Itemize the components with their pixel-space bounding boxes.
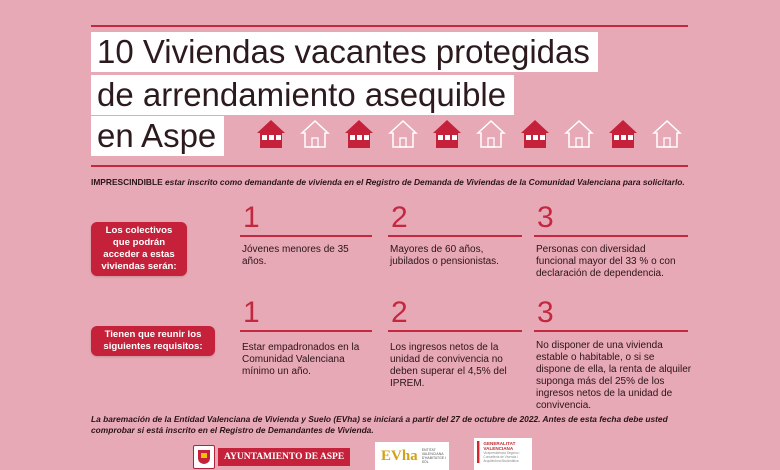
notice-emphasis: IMPRESCINDIBLE [91,177,163,187]
requirement-3-divider [534,330,688,332]
generalitat-valenciana-logo [474,438,532,470]
collective-3-number: 3 [537,201,554,234]
requirement-1-text: Estar empadronados en la Comunidad Valenciana mínimo un año. [242,342,360,377]
gva-logo-name: GENERALITAT VALENCIANA [483,441,516,451]
house-outline-icon [388,118,418,150]
requirement-3-number: 3 [537,296,554,329]
collective-3-text: Personas con diversidad funcional mayor del 33 % o con declaración de dependencia. [536,244,676,279]
house-filled-icon [344,118,374,150]
requirement-2-divider [388,330,522,332]
title-line-1: 10 Viviendas vacantes protegidas [91,32,598,72]
collectives-label: Los colectivos que podrán acceder a estas viviendas serán: [91,222,187,276]
collective-3-divider [534,235,688,237]
requirement-1-number: 1 [243,296,260,329]
requirement-3-text: No disponer de una vivienda estable o habitable, o si se dispone de ella, la renta de alquiler suponga más del 25% de los ingresos netos de la unidad de convivencia. [536,340,692,411]
requirements-label: Tienen que reunir los siguientes requisitos: [91,326,215,356]
requirement-1-divider [240,330,372,332]
aspe-shield-icon [193,445,215,469]
top-divider [91,25,688,27]
collective-2-number: 2 [391,201,408,234]
notice-text: estar inscrito como demandante de vivienda en el Registro de Demanda de Viviendas de la Comunidad Valenciana para solicitarlo. [162,177,685,187]
footnote: La baremación de la Entidad Valenciana de Vivienda y Suelo (EVha) se iniciará a partir del 27 de octubre de 2022. Antes de esta fecha debe usted comprobar si está inscrito en el Registro de Demandantes de Vivienda. [91,414,668,435]
house-outline-icon [300,118,330,150]
collective-1-divider [240,235,372,237]
house-outline-icon [652,118,682,150]
house-filled-icon [432,118,462,150]
house-filled-icon [520,118,550,150]
house-icon-row [256,118,682,150]
collective-2-text: Mayores de 60 años, jubilados o pensionistas. [390,244,499,267]
collective-2-divider [388,235,522,237]
title-line-3: en Aspe [91,116,224,156]
senyera-icon [477,441,480,463]
house-outline-icon [476,118,506,150]
collective-1-number: 1 [243,201,260,234]
requirement-2-text: Los ingresos netos de la unidad de convivencia no deben superar el 4,5% del IPREM. [390,342,507,389]
gva-logo-subtitle: Vicepresidència Segona i Conselleria de Vivenda i Arquitectura Bioclimàtica [483,451,520,463]
requirement-2-number: 2 [391,296,408,329]
evha-logo-mark: EVha [381,447,418,464]
house-outline-icon [564,118,594,150]
house-filled-icon [256,118,286,150]
ayuntamiento-aspe-logo [193,444,350,470]
aspe-logo-text: AYUNTAMIENTO DE ASPE [218,448,350,466]
evha-logo [375,442,449,470]
title-line-2: de arrendamiento asequible [91,75,514,115]
requirement-notice [91,177,731,187]
house-filled-icon [608,118,638,150]
evha-logo-subtitle: ENTITAT VALENCIANA D'HABITATGE I SÒL [421,448,447,464]
middle-divider [91,165,688,167]
collective-1-text: Jóvenes menores de 35 años. [242,244,349,267]
